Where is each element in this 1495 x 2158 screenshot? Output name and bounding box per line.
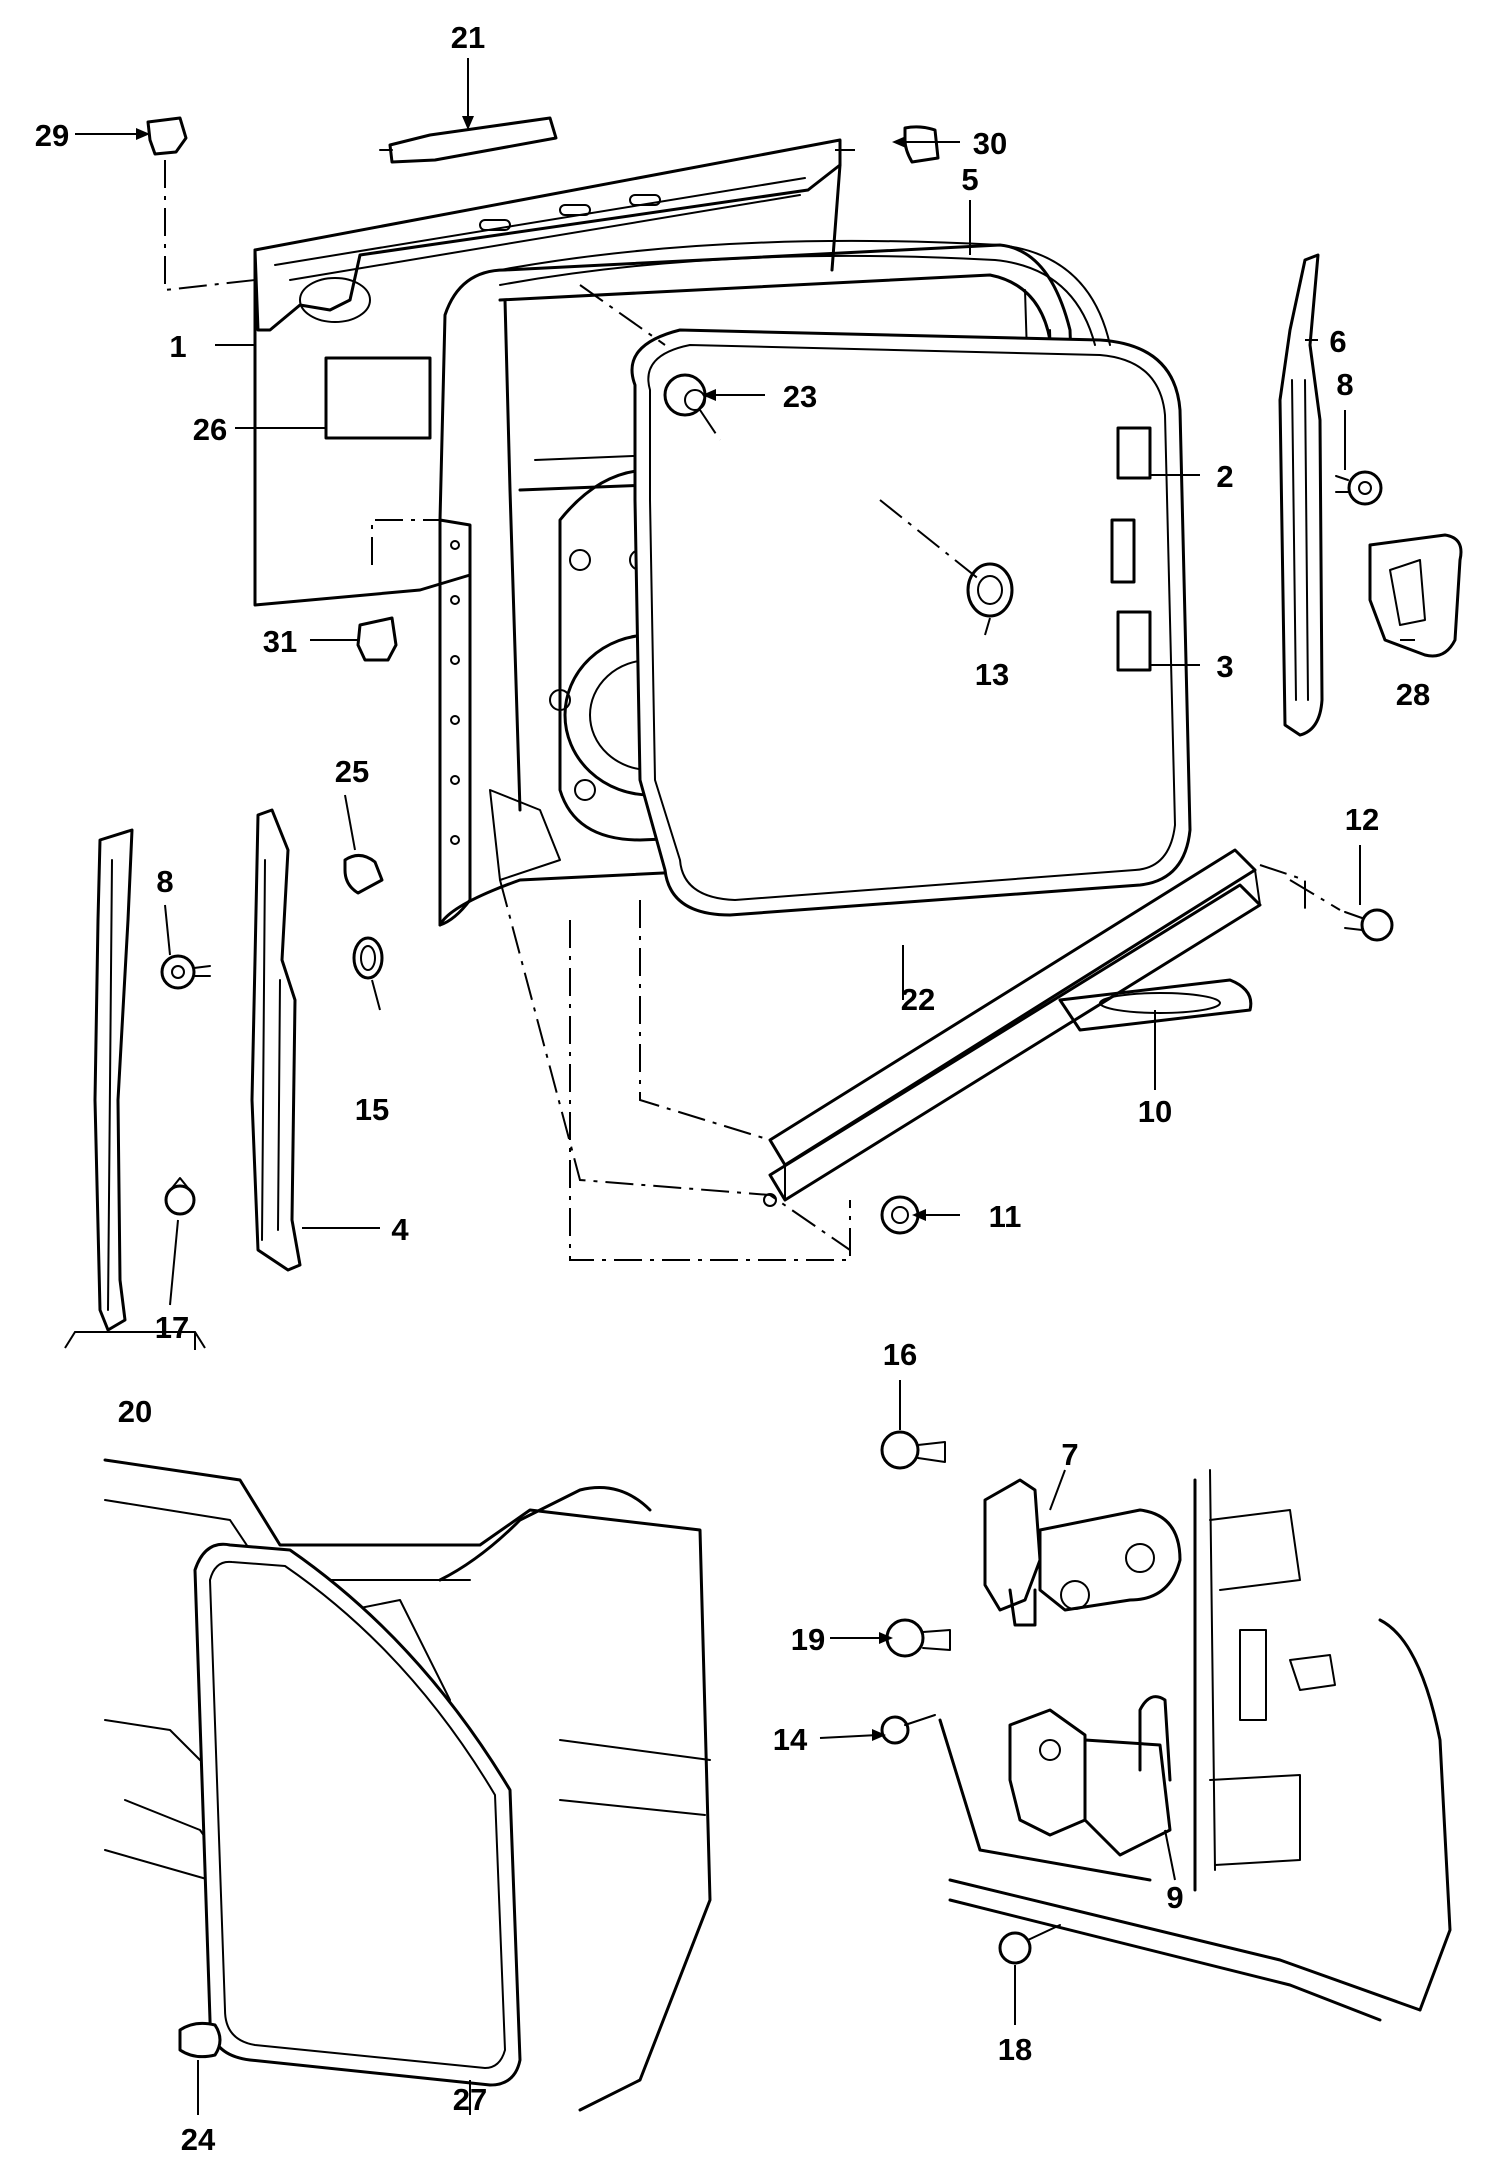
callout-26: 26 — [192, 412, 228, 447]
callout-14: 14 — [772, 1722, 808, 1757]
callout-21: 21 — [450, 20, 486, 55]
bolt-8-right — [1336, 472, 1381, 504]
callout-2: 2 — [1216, 459, 1234, 494]
callout-16: 16 — [882, 1337, 918, 1372]
callout-6: 6 — [1329, 324, 1347, 359]
pillar-seal — [252, 810, 300, 1270]
lower-hinge — [1010, 1697, 1170, 1855]
clip-31 — [358, 618, 396, 660]
callout-29: 29 — [34, 118, 70, 153]
callout-24: 24 — [180, 2122, 216, 2157]
clip-29 — [148, 118, 186, 154]
bolt-8-left — [162, 956, 210, 988]
callout-11: 11 — [988, 1199, 1022, 1234]
callout-12: 12 — [1344, 802, 1380, 837]
belt-clip — [1370, 535, 1461, 656]
callout-18: 18 — [997, 2032, 1033, 2067]
callout-8a: 8 — [1336, 367, 1354, 402]
callout-22: 22 — [900, 982, 936, 1017]
bolt-12 — [1345, 910, 1392, 940]
callout-17: 17 — [154, 1310, 190, 1345]
pillar-trim — [95, 830, 132, 1330]
callout-23: 23 — [782, 379, 818, 414]
nut-23 — [665, 375, 705, 415]
callout-28: 28 — [1395, 677, 1431, 712]
callout-15: 15 — [354, 1092, 390, 1127]
callout-20: 20 — [117, 1394, 153, 1429]
belt-weatherstrip-rear — [1280, 255, 1322, 735]
clip-30 — [905, 127, 938, 162]
callout-3: 3 — [1216, 649, 1234, 684]
plug-24 — [180, 2023, 220, 2056]
callout-8b: 8 — [156, 864, 174, 899]
callout-25: 25 — [334, 754, 370, 789]
callout-4: 4 — [391, 1212, 409, 1247]
grommet-15 — [354, 938, 382, 978]
callout-27: 27 — [452, 2082, 488, 2117]
callout-1: 1 — [169, 329, 187, 364]
grommet-13 — [968, 564, 1012, 616]
callout-19: 19 — [790, 1622, 826, 1657]
push-pin-17 — [166, 1178, 194, 1214]
insulator-pad — [326, 358, 430, 438]
callout-31: 31 — [262, 624, 298, 659]
plug-25 — [345, 855, 382, 893]
callout-9: 9 — [1166, 1880, 1184, 1915]
callout-7: 7 — [1061, 1437, 1079, 1472]
callout-10: 10 — [1137, 1094, 1173, 1129]
callout-5: 5 — [961, 162, 979, 197]
callout-30: 30 — [972, 126, 1008, 161]
door-weatherstrip — [632, 330, 1190, 915]
callout-13: 13 — [974, 657, 1010, 692]
upper-hinge — [985, 1480, 1180, 1625]
opening-weatherstrip — [195, 1544, 520, 2085]
